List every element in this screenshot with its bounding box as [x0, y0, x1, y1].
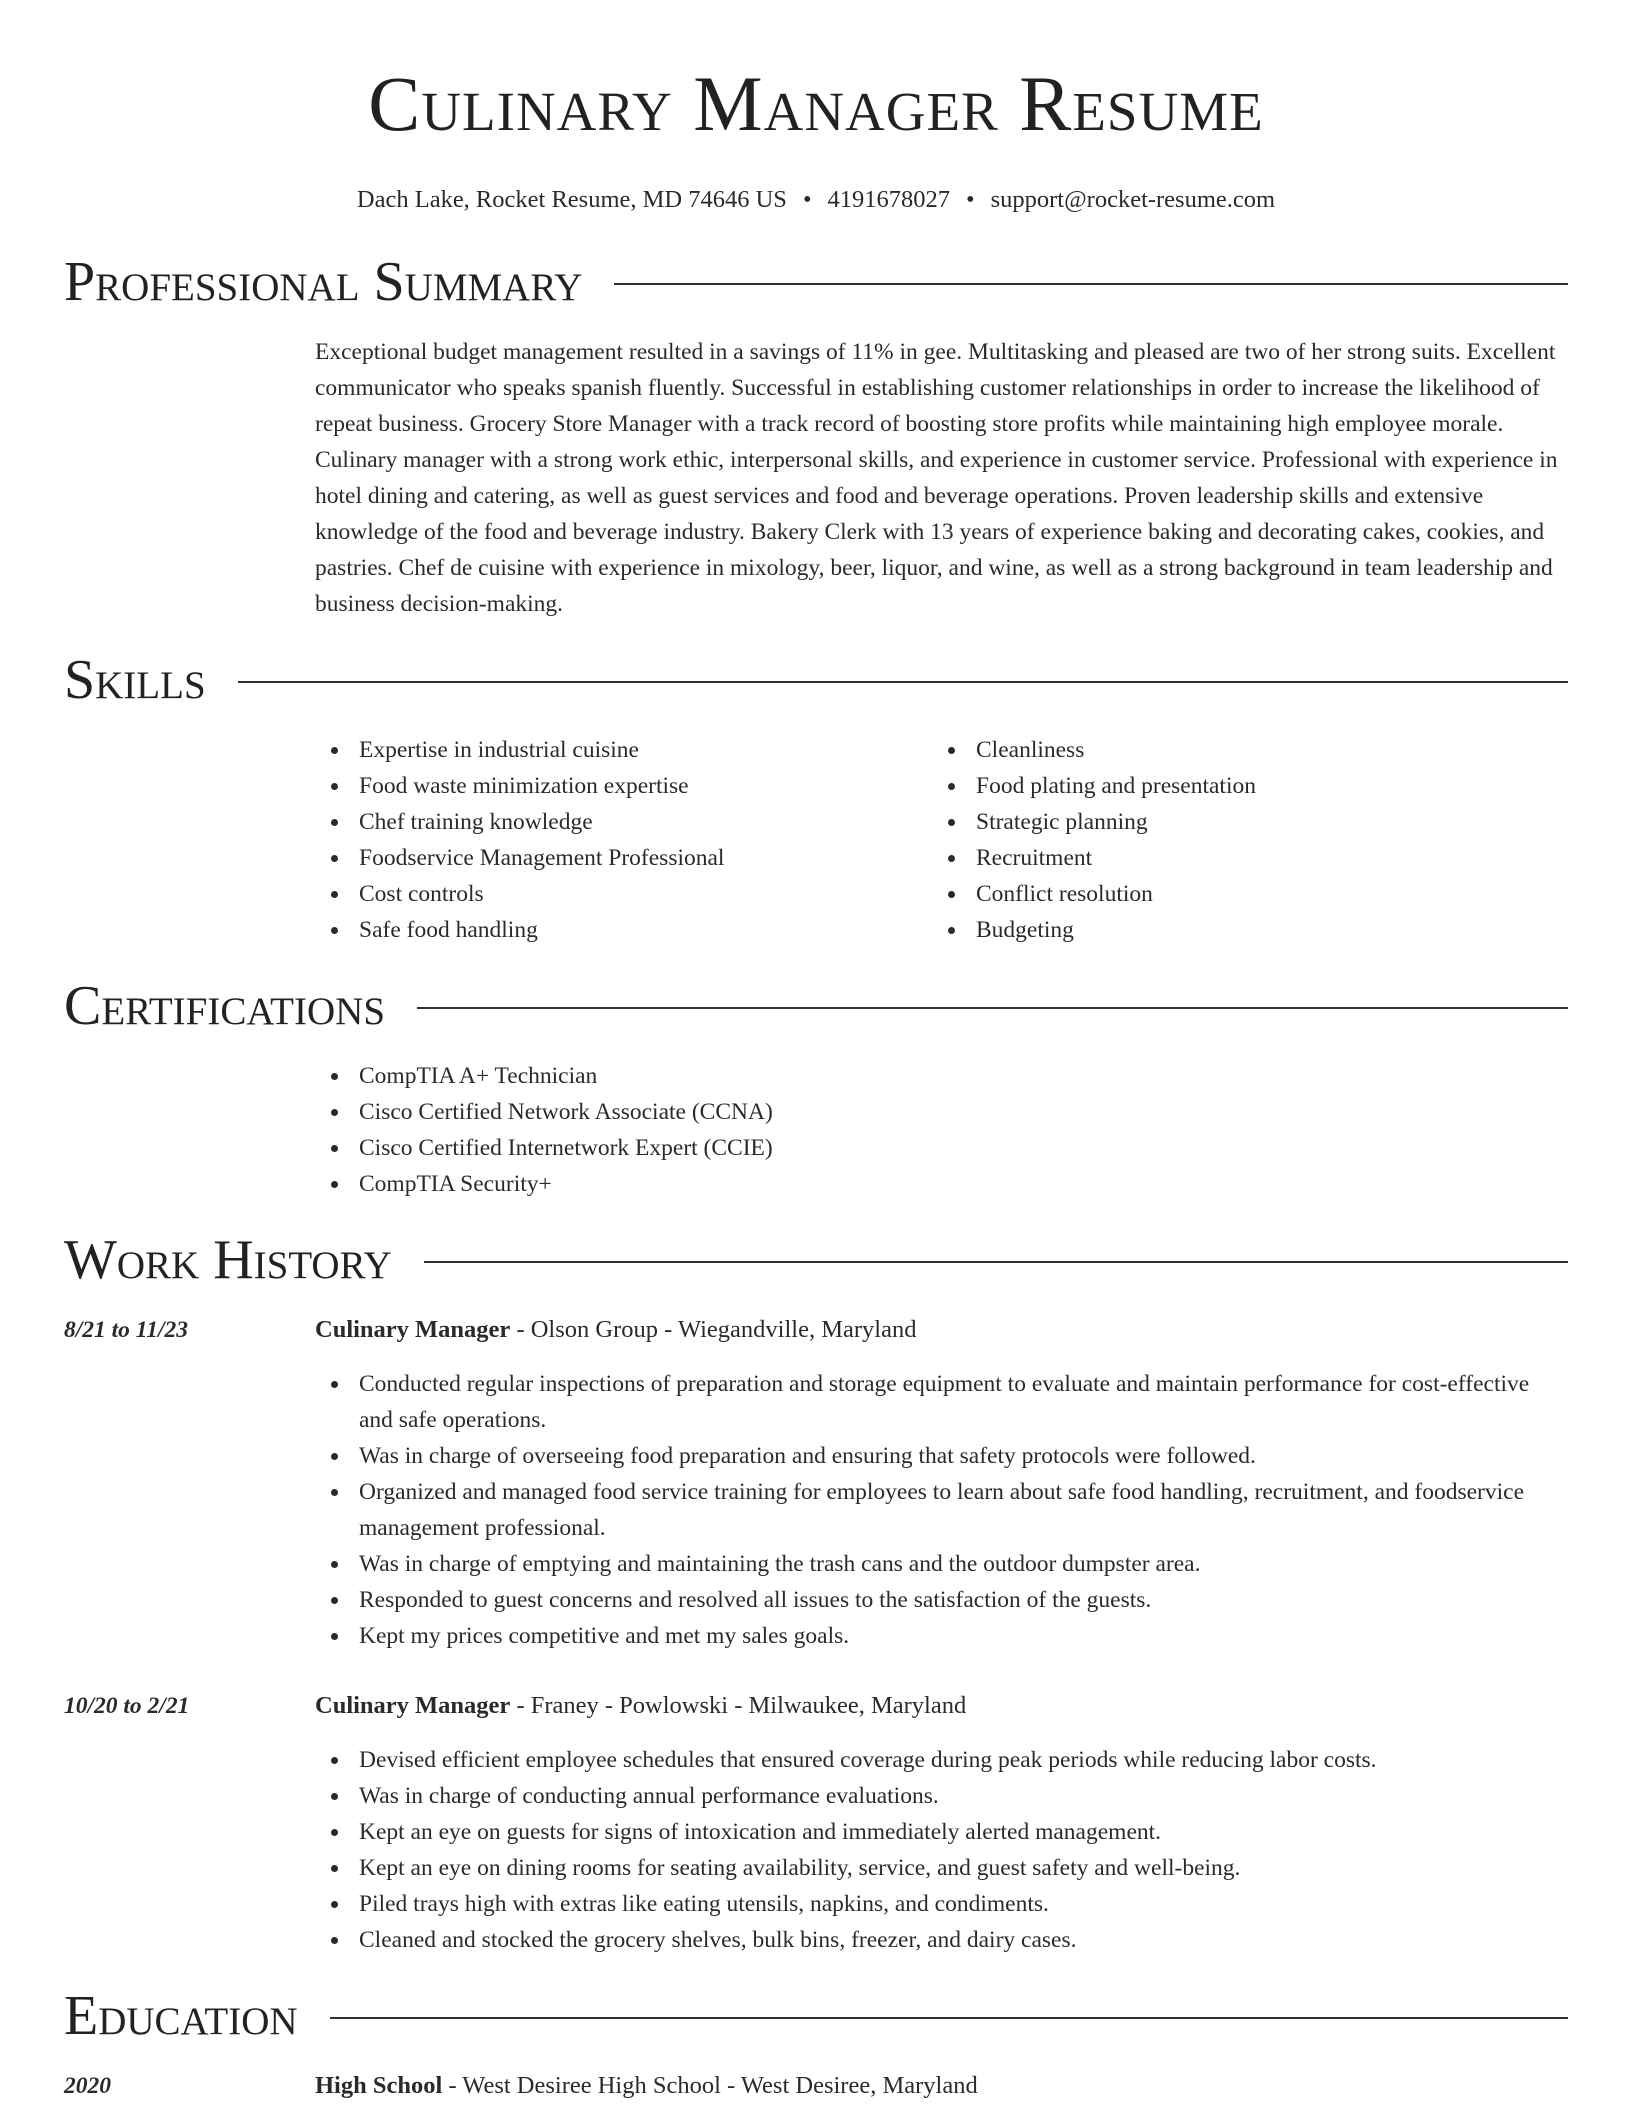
job-entry	[64, 1688, 1568, 1958]
certifications-section-header	[64, 974, 1568, 1038]
section-divider	[424, 1261, 1568, 1263]
skills-column-right	[932, 732, 1549, 948]
job-duty: Responded to guest concerns and resolved all issues to the satisfaction of the guests.	[315, 1582, 1568, 1618]
job-duties	[315, 1742, 1568, 1958]
skill-item: Foodservice Management Professional	[315, 840, 932, 876]
work-heading: Work History	[64, 1229, 392, 1291]
skills-column-left	[315, 732, 932, 948]
skill-item: Recruitment	[932, 840, 1549, 876]
job-duty: Organized and managed food service training for employees to learn about safe food handling, recruitment, and foodservice management professional.	[315, 1474, 1568, 1546]
certification-item: Cisco Certified Internetwork Expert (CCIE)	[315, 1130, 1568, 1166]
certification-item: Cisco Certified Network Associate (CCNA)	[315, 1094, 1568, 1130]
job-title: Culinary Manager	[315, 1692, 511, 1719]
education-line	[315, 2068, 1568, 2104]
certifications-list	[315, 1058, 1568, 1202]
contact-separator: •	[966, 186, 975, 213]
skill-item: Food waste minimization expertise	[315, 768, 932, 804]
skill-item: Expertise in industrial cuisine	[315, 732, 932, 768]
skill-item: Cleanliness	[932, 732, 1549, 768]
skill-item: Chef training knowledge	[315, 804, 932, 840]
section-divider	[330, 2017, 1568, 2019]
skill-item: Cost controls	[315, 876, 932, 912]
skills-list	[315, 732, 1568, 948]
skill-item: Food plating and presentation	[932, 768, 1549, 804]
job-duty: Cleaned and stocked the grocery shelves, bulk bins, freezer, and dairy cases.	[315, 1922, 1568, 1958]
job-duties	[315, 1366, 1568, 1654]
job-duty: Kept an eye on guests for signs of intoxication and immediately alerted management.	[315, 1814, 1568, 1850]
contact-phone: 4191678027	[827, 186, 951, 213]
summary-section-header	[64, 250, 1568, 314]
education-degree: High School	[315, 2072, 443, 2099]
job-duty: Devised efficient employee schedules that ensured coverage during peak periods while reducing labor costs.	[315, 1742, 1568, 1778]
contact-address: Dach Lake, Rocket Resume, MD 74646 US	[356, 186, 787, 213]
contact-separator: •	[802, 186, 812, 213]
certifications-heading: Certifications	[64, 975, 386, 1037]
certification-item: CompTIA Security+	[315, 1166, 1568, 1202]
certification-item: CompTIA A+ Technician	[315, 1058, 1568, 1094]
job-duty: Conducted regular inspections of preparation and storage equipment to evaluate and maintain performance for cost-effective and safe operations.	[315, 1366, 1568, 1438]
job-title-line	[315, 1688, 1568, 1724]
contact-email[interactable]: support@rocket-resume.com	[990, 186, 1276, 213]
job-duty: Kept an eye on dining rooms for seating availability, service, and guest safety and well-being.	[315, 1850, 1568, 1886]
job-duty: Piled trays high with extras like eating utensils, napkins, and condiments.	[315, 1886, 1568, 1922]
work-section-header	[64, 1228, 1568, 1292]
job-duty: Was in charge of conducting annual performance evaluations.	[315, 1778, 1568, 1814]
resume-title: Culinary Manager Resume	[368, 60, 1264, 147]
skill-item: Budgeting	[932, 912, 1549, 948]
education-year: 2020	[64, 2073, 111, 2099]
education-body	[315, 2068, 1568, 2104]
section-divider	[238, 681, 1568, 683]
education-entry	[64, 2068, 1568, 2104]
job-entry	[64, 1312, 1568, 1654]
job-body	[315, 1688, 1568, 1958]
skill-item: Strategic planning	[932, 804, 1549, 840]
summary-heading: Professional Summary	[64, 251, 583, 313]
education-school: - West Desiree High School - West Desiree, Maryland	[442, 2072, 978, 2099]
section-divider	[417, 1007, 1568, 1009]
job-dates: 10/20 to 2/21	[64, 1693, 190, 1719]
job-employer: - Franey - Powlowski - Milwaukee, Maryland	[510, 1692, 967, 1719]
skills-heading: Skills	[64, 649, 206, 711]
skill-item: Conflict resolution	[932, 876, 1549, 912]
job-title: Culinary Manager	[315, 1316, 511, 1343]
job-employer: - Olson Group - Wiegandville, Maryland	[510, 1316, 917, 1343]
job-title-line	[315, 1312, 1568, 1348]
summary-text: Exceptional budget management resulted in a savings of 11% in gee. Multitasking and pleased are two of her strong suits. Excellent communicator who speaks spanish fluently. Successful in establishing customer relationships in order to increase the likelihood of repeat business. Grocery Store Manager with a track record of boosting store profits while maintaining high employee morale. Culinary manager with a strong work ethic, interpersonal skills, and experience in customer service. Professional with experience in hotel dining and catering, as well as guest services and food and beverage operations. Proven leadership skills and extensive knowledge of the food and beverage industry. Bakery Clerk with 13 years of experience baking and decorating cakes, cookies, and pastries. Chef de cuisine with experience in mixology, beer, liquor, and wine, as well as a strong background in team leadership and business decision-making.	[315, 339, 1558, 617]
education-section-header	[64, 1984, 1568, 2048]
contact-line	[64, 186, 1568, 214]
skill-item: Safe food handling	[315, 912, 932, 948]
job-duty: Kept my prices competitive and met my sales goals.	[315, 1618, 1568, 1654]
section-divider	[614, 283, 1568, 285]
job-dates: 8/21 to 11/23	[64, 1317, 189, 1343]
certifications-bullets	[315, 1058, 1568, 1202]
skills-section-header	[64, 648, 1568, 712]
job-body	[315, 1312, 1568, 1654]
education-heading: Education	[64, 1985, 298, 2047]
job-duty: Was in charge of emptying and maintaining the trash cans and the outdoor dumpster area.	[315, 1546, 1568, 1582]
job-duty: Was in charge of overseeing food preparation and ensuring that safety protocols were followed.	[315, 1438, 1568, 1474]
